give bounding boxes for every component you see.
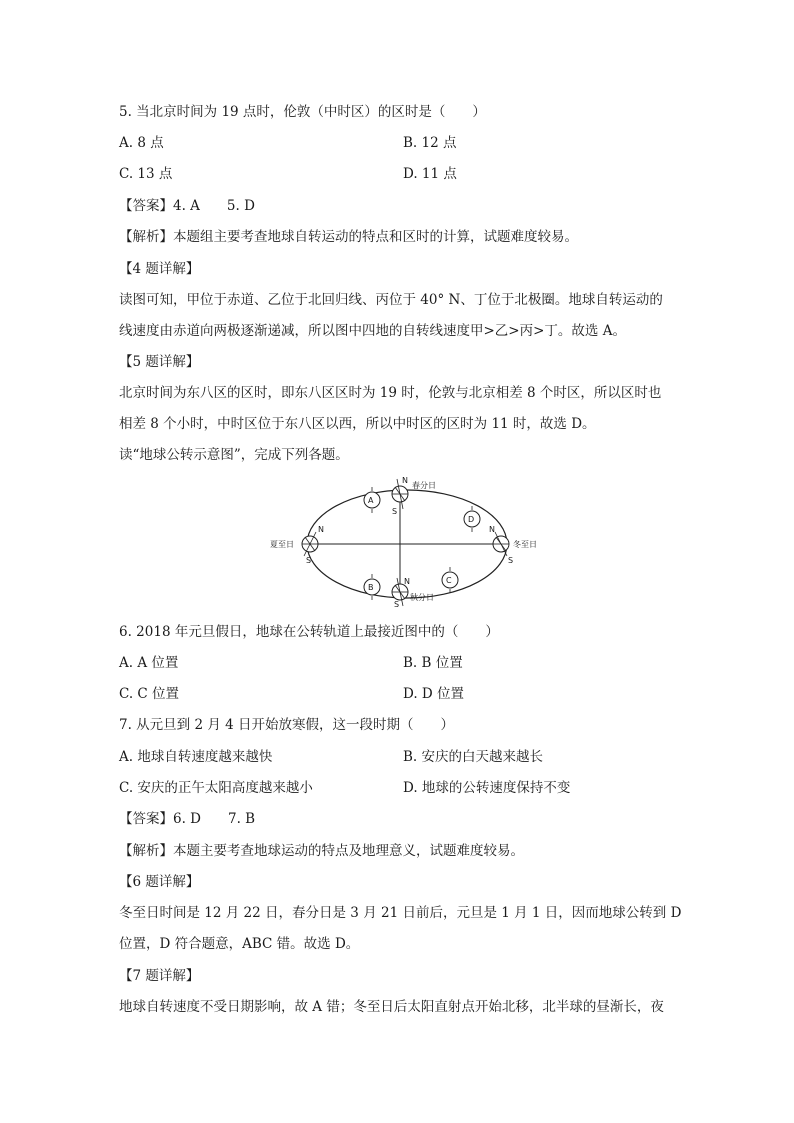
q5-stem: 5. 当北京时间为 19 点时，伦敦（中时区）的区时是（ ） (119, 104, 486, 120)
label-d: D (468, 515, 475, 524)
detail-5-title: 【5 题详解】 (119, 354, 200, 370)
label-s-winter: S (508, 556, 514, 565)
detail-5-line-2: 相差 8 个小时，中时区位于东八区以西，所以中时区的区时为 11 时，故选 D。 (119, 416, 596, 432)
detail-6-title: 【6 题详解】 (119, 874, 200, 890)
detail-4-line-1: 读图可知，甲位于赤道、乙位于北回归线、丙位于 40° N、丁位于北极圈。地球自转运动的 (119, 292, 663, 308)
q5-option-c: C. 13 点 (119, 166, 173, 182)
label-n-winter: N (489, 525, 495, 534)
q6-stem: 6. 2018 年元旦假日，地球在公转轨道上最接近图中的（ ） (119, 624, 499, 640)
answer-4-5: 【答案】4. A 5. D (119, 198, 255, 214)
q6-option-c: C. C 位置 (119, 686, 180, 702)
label-s-summer: S (306, 556, 312, 565)
detail-4-line-2: 线速度由赤道向两极逐渐递减，所以图中四地的自转线速度甲>乙>丙>丁。故选 A。 (119, 323, 626, 339)
label-b: B (368, 583, 374, 592)
label-n-summer: N (318, 525, 324, 534)
analysis-6-7: 【解析】本题主要考查地球运动的特点及地理意义，试题难度较易。 (119, 843, 524, 859)
label-winter-solstice: 冬至日 (513, 540, 537, 549)
label-spring-equinox: 春分日 (412, 481, 436, 490)
detail-4-title: 【4 题详解】 (119, 261, 200, 277)
label-c: C (446, 576, 452, 585)
detail-6-line-1: 冬至日时间是 12 月 22 日，春分日是 3 月 21 日前后，元旦是 1 月 1 日，因而地球公转到 D (119, 905, 682, 921)
diagram-intro: 读“地球公转示意图”，完成下列各题。 (119, 447, 349, 463)
q5-option-d: D. 11 点 (403, 166, 457, 182)
q5-option-b: B. 12 点 (403, 135, 457, 151)
q7-option-c: C. 安庆的正午太阳高度越来越小 (119, 780, 313, 796)
analysis-4-5: 【解析】本题组主要考查地球自转运动的特点和区时的计算，试题难度较易。 (119, 229, 578, 245)
label-s-autumn: S (394, 600, 400, 609)
label-s-spring: S (392, 507, 398, 516)
detail-7-line-1: 地球自转速度不受日期影响，故 A 错；冬至日后太阳直射点开始北移，北半球的昼渐长，夜 (119, 999, 664, 1015)
label-summer-solstice: 夏至日 (270, 540, 294, 549)
label-n-autumn: N (404, 577, 410, 586)
q7-option-d: D. 地球的公转速度保持不变 (403, 780, 571, 796)
detail-6-line-2: 位置，D 符合题意，ABC 错。故选 D。 (119, 936, 360, 952)
detail-5-line-1: 北京时间为东八区的区时，即东八区区时为 19 时，伦敦与北京相差 8 个时区，所以区时也 (119, 385, 662, 401)
earth-revolution-diagram (262, 474, 552, 609)
earth-winter-solstice (493, 532, 509, 556)
q6-option-d: D. D 位置 (403, 686, 465, 702)
q5-option-a: A. 8 点 (119, 135, 164, 151)
label-autumn-equinox: 秋分日 (410, 593, 434, 602)
q6-option-b: B. B 位置 (403, 655, 463, 671)
answer-6-7: 【答案】6. D 7. B (119, 811, 256, 827)
label-n-spring: N (402, 476, 408, 485)
q7-option-b: B. 安庆的白天越来越长 (403, 749, 544, 765)
q6-option-a: A. A 位置 (119, 655, 179, 671)
label-a: A (368, 496, 374, 505)
q7-stem: 7. 从元旦到 2 月 4 日开始放寒假，这一段时期（ ） (119, 717, 455, 733)
earth-summer-solstice (302, 532, 318, 556)
q7-option-a: A. 地球自转速度越来越快 (119, 749, 273, 765)
detail-7-title: 【7 题详解】 (119, 968, 200, 984)
